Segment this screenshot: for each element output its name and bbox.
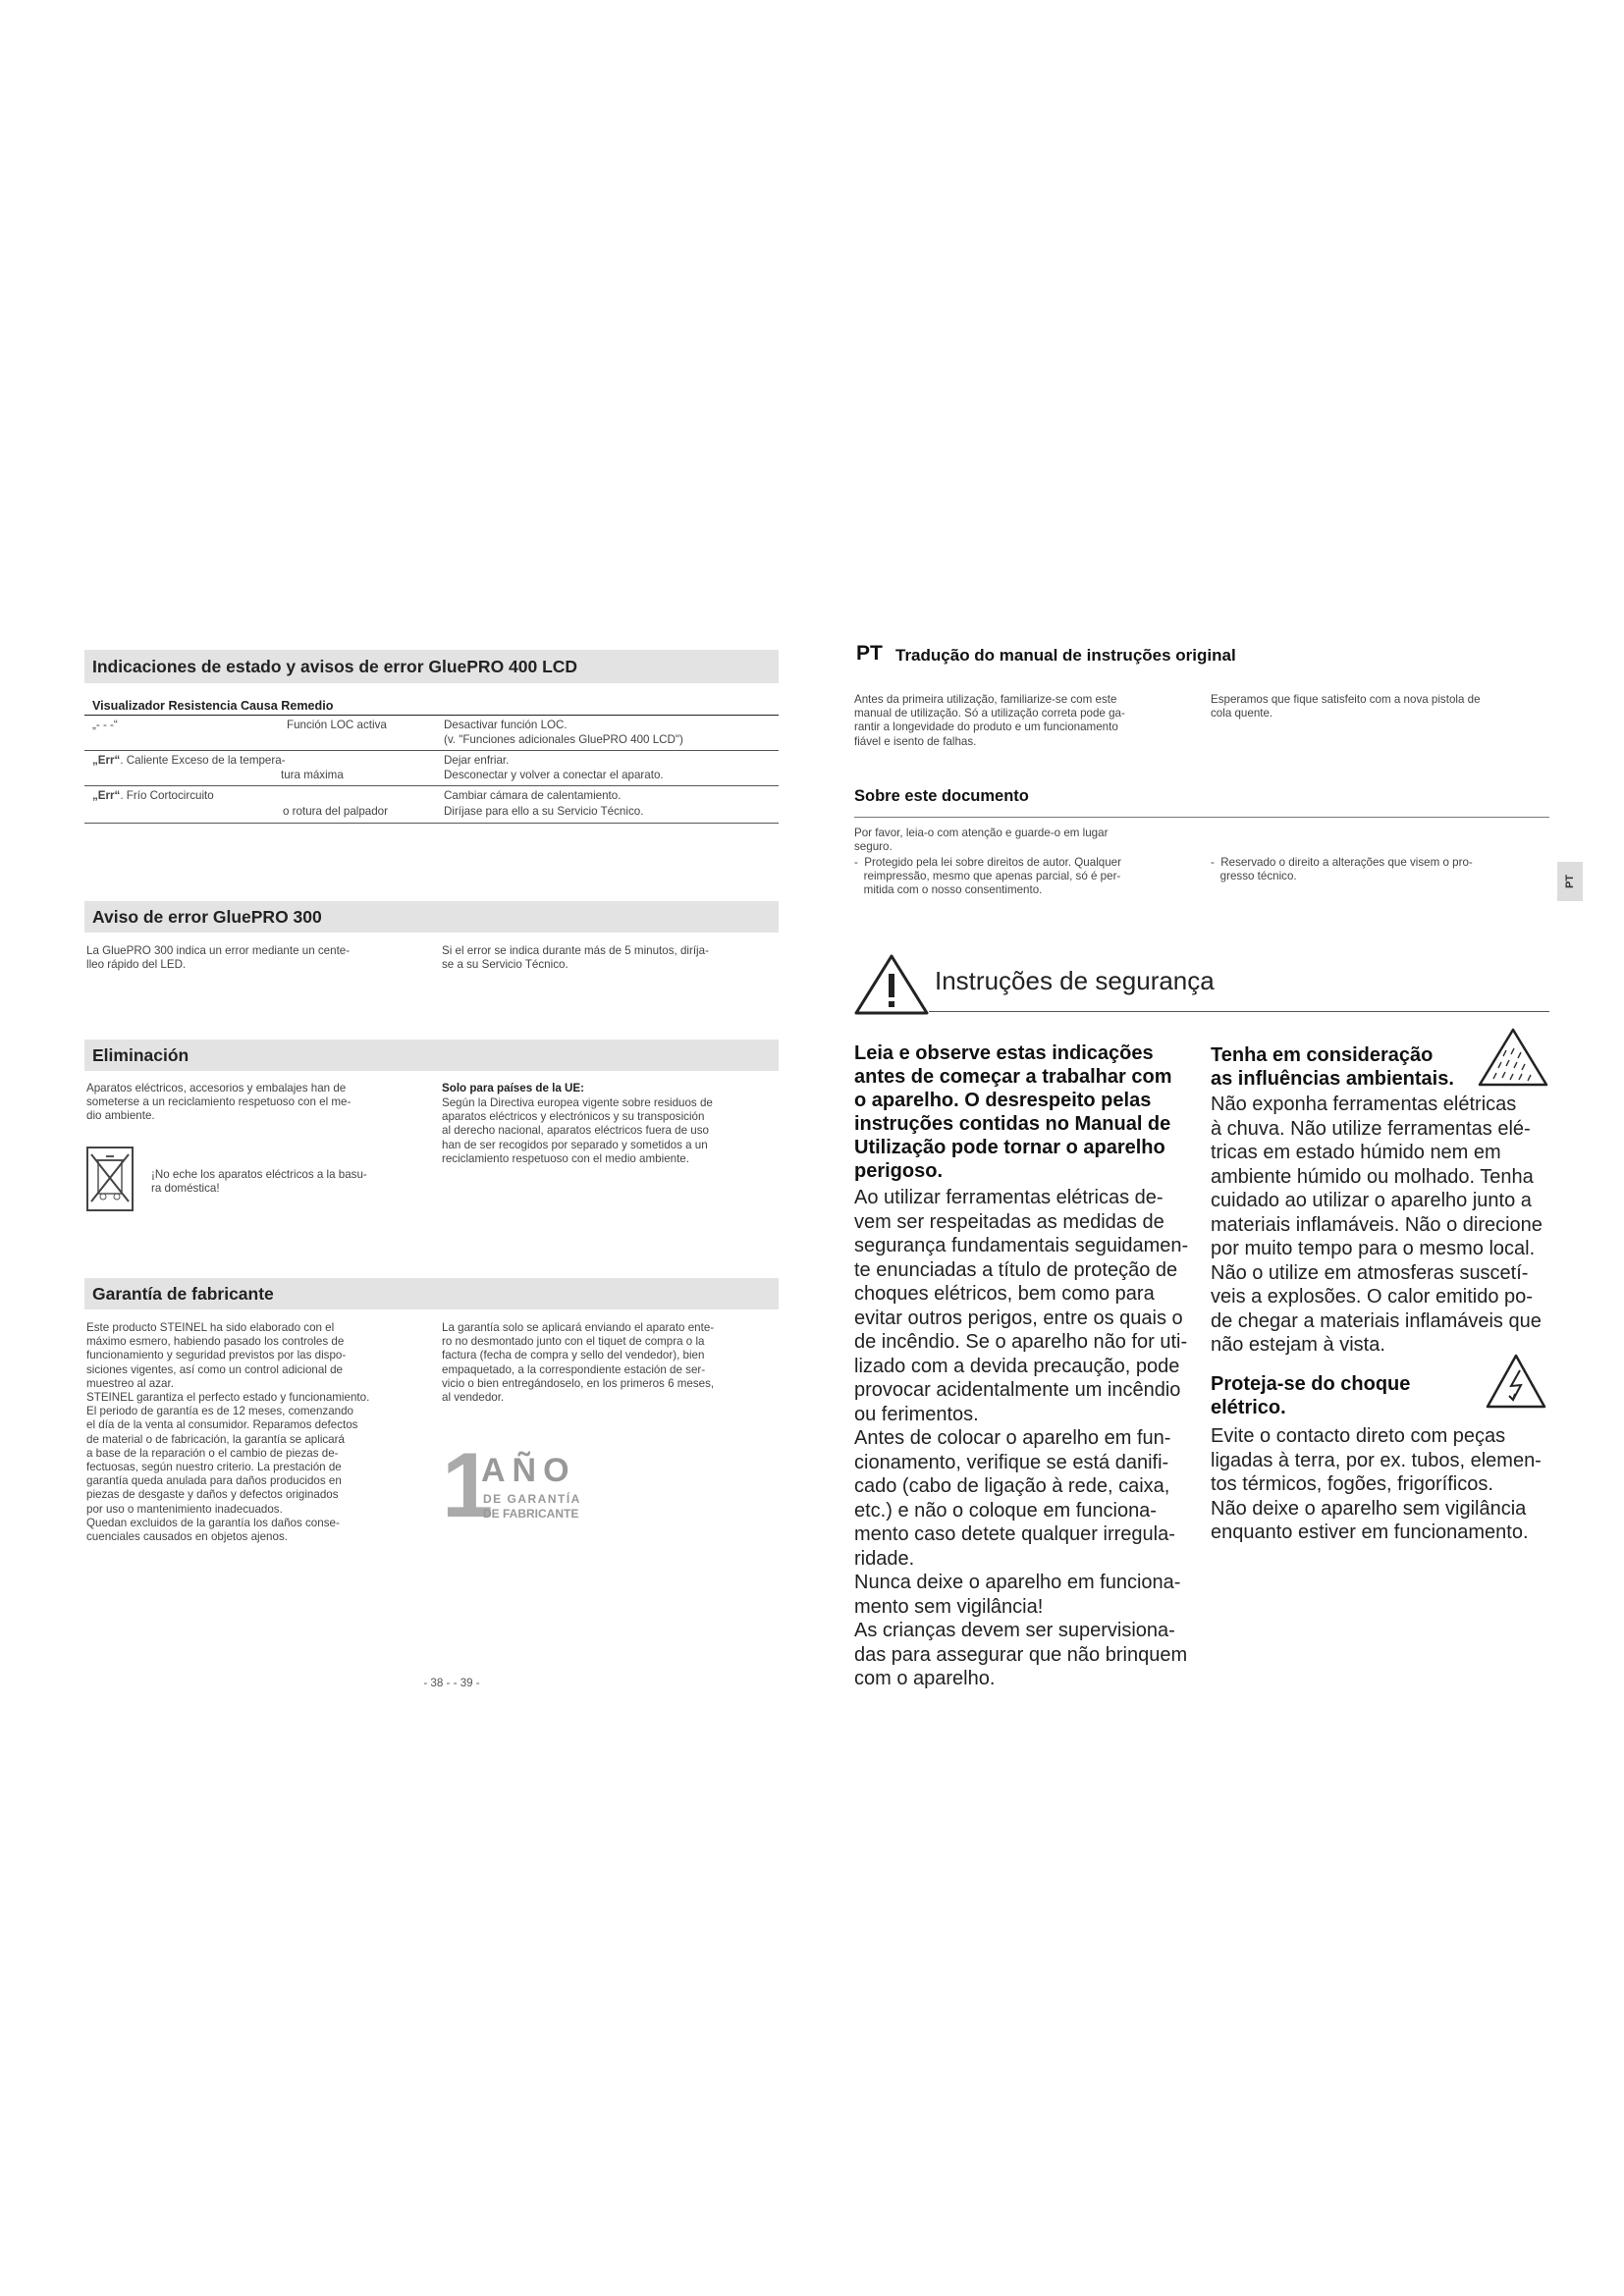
pt-page-title: Tradução do manual de instruções original <box>895 646 1236 665</box>
table-cell-remedy: Dejar enfriar. <box>444 754 510 767</box>
doc-bullet-changes: - Reservado o direito a alterações que visem o pro- gresso técnico. <box>1211 856 1473 883</box>
doc-rule <box>854 817 1549 818</box>
bin-warning-text: ¡No eche los aparatos eléctricos a la basu- ra doméstica! <box>151 1168 367 1196</box>
garantia-section-title <box>84 1278 779 1309</box>
shock-title: Proteja-se do choque elétrico. <box>1211 1373 1411 1418</box>
table-cell-display: „- - -“ <box>92 719 118 731</box>
table-rule <box>84 823 779 824</box>
badge-line2: DE FABRICANTE <box>483 1507 579 1521</box>
rain-warning-icon <box>1477 1027 1549 1088</box>
language-side-tab <box>1557 862 1583 901</box>
table-cell-remedy: Cambiar cámara de calentamiento. <box>444 789 622 802</box>
pt-intro-left: Antes da primeira utilização, familiarize-se com este manual de utilização. Só a utilização correta pode ga- rantir a longevidade do produto e um funcionamento fiável e isento de falhas. <box>854 693 1125 748</box>
err-desc: . Frío Cortocircuito <box>120 789 214 802</box>
doc-intro: Por favor, leia-o com atenção e guarde-o em lugar seguro. <box>854 827 1109 854</box>
warning-triangle-icon <box>852 952 931 1017</box>
elim-title-text: Eliminación <box>92 1044 189 1065</box>
page-number: - 38 - - 39 - <box>423 1677 480 1689</box>
garantia-title-text: Garantía de fabricante <box>92 1283 274 1304</box>
aviso-left-text: La GluePRO 300 indica un error mediante un cente- lleo rápido del LED. <box>86 944 351 972</box>
safety-body: Ao utilizar ferramentas elétricas de- vem ser respeitadas as medidas de segurança fundamentais seguidamen- te enunciadas a título de proteção de choques elétricos, bem como para evitar outros perigos, entre os quais o de incêndio. Se o aparelho não for uti- lizado com a devida precaução, pode provocar acidentalmente um incêndio ou ferimentos. Antes de colocar o aparelho em fun- cionamento, verifique se está danifi- cado (cabo de ligação à rede, caixa, etc.) e não o coloque em funciona- mento caso detete qualquer irregula- ridade. Nunca deixe o aparelho em funciona- mento sem vigilância! As crianças devem ser supervisiona- das para assegurar que não brinquem com o aparelho. <box>854 1187 1189 1689</box>
badge-word: AÑO <box>481 1452 576 1489</box>
doc-bullet-copyright: - Protegido pela lei sobre direitos de autor. Qualquer reimpressão, mesmo que apenas parcial, só é per- mitida com o nosso consentimento. <box>854 856 1121 897</box>
safety-rule <box>929 1011 1549 1012</box>
eu-heading: Solo para países de la UE: <box>442 1082 584 1095</box>
badge-number: 1 <box>442 1433 494 1536</box>
err-desc: . Caliente Exceso de la tempera- <box>120 754 286 767</box>
table-cell-remedy: Desactivar función LOC. <box>444 719 568 731</box>
eu-text: Según la Directiva europea vigente sobre residuos de aparatos eléctricos y electrónicos y su transposición al derecho nacional, aparatos eléctricos fuera de uso han de ser recogidos por separado y sometidos a un reciclamiento respetuoso con el medio ambiente. <box>442 1096 713 1165</box>
aviso-title-text: Aviso de error GluePRO 300 <box>92 906 322 927</box>
table-cell-display <box>92 754 286 769</box>
table-cell-display <box>92 789 214 804</box>
aviso-right-text: Si el error se indica durante más de 5 minutos, diríja- se a su Servicio Técnico. <box>442 944 709 972</box>
table-cell-remedy: Diríjase para ello a su Servicio Técnico. <box>444 805 644 818</box>
side-tab-label: PT <box>1564 874 1576 889</box>
table-rule <box>84 750 779 751</box>
table-cell-cause: tura máxima <box>281 769 344 781</box>
safety-lead: Leia e observe estas indicações antes de começar a trabalhar com o aparelho. O desrespeito pelas instruções contidas no Manual de Utilização pode tornar o aparelho perigoso. <box>854 1042 1172 1182</box>
env-body: Não exponha ferramentas elétricas à chuva. Não utilize ferramentas elé- tricas em estado húmido nem em ambiente húmido ou molhado. Tenha cuidado ao utilizar o aparelho junto a materiais inflamáveis. Não o direcione por muito tempo para o mesmo local. Não o utilize em atmosferas suscetí- veis a explosões. O calor emitido po- de chegar a materiais inflamáveis que não estejam à vista. <box>1211 1094 1543 1356</box>
table-rule <box>84 715 779 716</box>
elim-section-title <box>84 1040 779 1071</box>
safety-title: Instruções de segurança <box>935 966 1215 995</box>
elim-left-text: Aparatos eléctricos, accesorios y embalajes han de someterse a un reciclamiento respetuoso con el me- dio ambiente. <box>86 1082 352 1123</box>
err-code: „Err“ <box>92 789 121 802</box>
err-code: „Err“ <box>92 754 121 767</box>
table-cell-cause: Función LOC activa <box>287 719 387 731</box>
garantia-left-text: Este producto STEINEL ha sido elaborado con el máximo esmero, habiendo pasado los controles de funcionamiento y seguridad previstos por las dispo- siciones vigentes, así como un control adicional de muestreo al azar. STEINEL garantiza el perfecto estado y funcionamiento. El periodo de garantía es de 12 meses, comenzando el día de la venta al consumidor. Reparamos defectos de material o de fabricación, la garantía se aplicará a base de la reparación o el cambio de piezas de- fectuosas, según nuestro criterio. La prestación de garantía queda anulada para daños producidos en piezas de desgaste y daños y defectos originados por uso o mantenimiento inadecuados. Quedan excluidos de la garantía los daños conse- cuenciales causados en objetos ajenos. <box>86 1321 370 1544</box>
status-table-header: Visualizador Resistencia Causa Remedio <box>92 699 334 713</box>
table-rule <box>84 785 779 786</box>
badge-line1: DE GARANTÍA <box>483 1492 581 1506</box>
status-title-text: Indicaciones de estado y avisos de error GluePRO 400 LCD <box>92 656 578 676</box>
table-cell-remedy: (v. "Funciones adicionales GluePRO 400 LCD") <box>444 733 683 746</box>
pt-intro-right: Esperamos que fique satisfeito com a nova pistola de cola quente. <box>1211 693 1481 721</box>
status-section-title <box>84 650 779 683</box>
electric-shock-icon <box>1485 1353 1547 1410</box>
crossed-bin-icon <box>86 1147 134 1211</box>
table-cell-remedy: Desconectar y volver a conectar el aparato. <box>444 769 664 781</box>
language-code: PT <box>856 642 883 665</box>
env-title: Tenha em consideração as influências ambientais. <box>1211 1044 1454 1090</box>
garantia-right-text: La garantía solo se aplicará enviando el aparato ente- ro no desmontado junto con el tiquet de compra o la factura (fecha de compra y sello del vendedor), bien empaquetado, a la correspondiente estación de ser- vicio o bien entregándoselo, en los primeros 6 meses, al vendedor. <box>442 1321 715 1405</box>
warranty-badge <box>442 1433 599 1536</box>
shock-body: Evite o contacto direto com peças ligadas à terra, por ex. tubos, elemen- tos térmicos, fogões, frigoríficos. Não deixe o aparelho sem vigilância enquanto estiver em funcionamento. <box>1211 1425 1542 1543</box>
aviso-section-title <box>84 901 779 933</box>
doc-section-title: Sobre este documento <box>854 787 1029 805</box>
table-cell-cause: o rotura del palpador <box>283 805 388 818</box>
